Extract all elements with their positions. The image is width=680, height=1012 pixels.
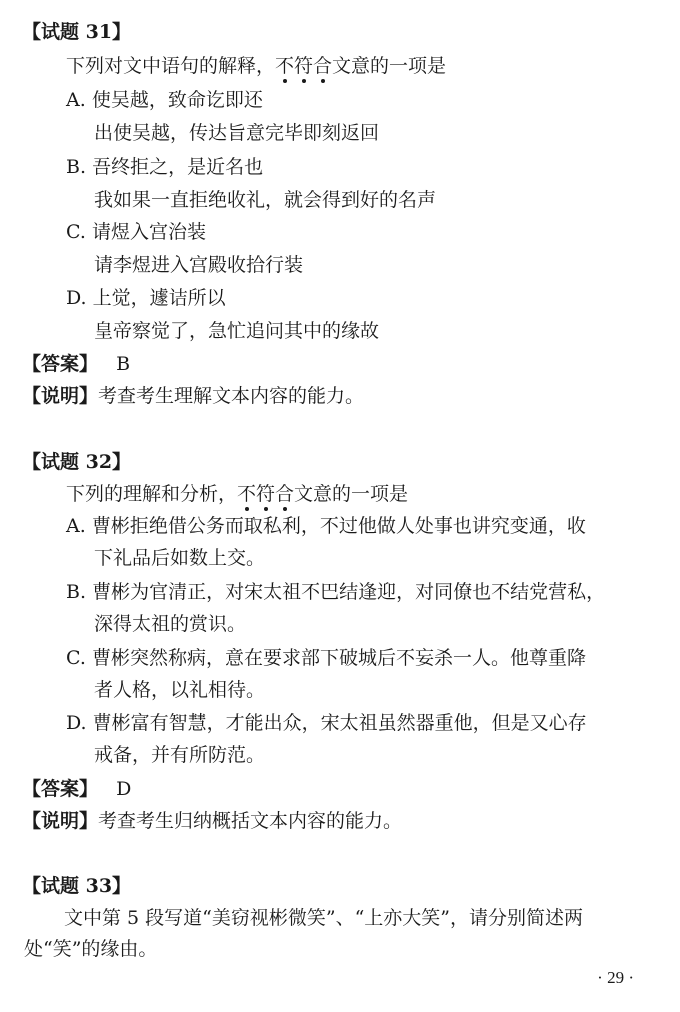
q32-prompt-emphasis: 不符合 [237, 483, 294, 505]
q32-note: 【说明】考查考生归纳概括文本内容的能力。 [22, 810, 403, 832]
q32-prompt-pre: 下列的理解和分析， [66, 483, 238, 505]
q32-option-d-line1: D. 曹彬富有智慧，才能出众，宋太祖虽然器重他，但是又心存 [66, 712, 587, 734]
q32-answer: 【答案】 D [22, 778, 132, 800]
q31-option-c-explain: 请李煜进入宫殿收拾行装 [94, 254, 304, 276]
q33-line1: 文中第 5 段写道“美窃视彬微笑”、“上亦大笑”，请分别简述两 [64, 907, 584, 929]
q32-option-a-line1: A. 曹彬拒绝借公务而取私利，不过他做人处事也讲究变通，收 [66, 515, 586, 537]
q32-answer-value: D [116, 778, 132, 800]
q31-answer: 【答案】 B [22, 353, 131, 375]
q31-option-c: C. 请煜入宫治装 [66, 221, 206, 243]
q32-prompt [66, 482, 408, 506]
q31-note: 【说明】考查考生理解文本内容的能力。 [22, 385, 365, 407]
q33-tag: 【试题 33】 [22, 875, 132, 897]
q33-line2: 处“笑”的缘由。 [24, 938, 158, 960]
q31-prompt-post: 文意的一项是 [332, 55, 447, 77]
q32-option-b-line2: 深得太祖的赏识。 [94, 613, 247, 635]
q31-option-d: D. 上觉，遽诘所以 [66, 287, 226, 309]
q31-answer-value: B [116, 353, 131, 375]
q32-prompt-post: 文意的一项是 [294, 483, 409, 505]
q31-option-d-explain: 皇帝察觉了，急忙追问其中的缘故 [94, 320, 380, 342]
q31-prompt [66, 54, 446, 78]
page-number: · 29 · [597, 968, 634, 987]
q31-option-a: A. 使吴越，致命讫即还 [66, 89, 263, 111]
q32-option-c-line2: 者人格，以礼相待。 [94, 679, 266, 701]
q31-prompt-pre: 下列对文中语句的解释， [66, 55, 276, 77]
q32-tag: 【试题 32】 [22, 451, 132, 473]
q31-tag: 【试题 31】 [22, 21, 132, 43]
q32-option-d-line2: 戒备，并有所防范。 [94, 744, 266, 766]
q32-option-b-line1: B. 曹彬为官清正，对宋太祖不巴结逢迎，对同僚也不结党营私， [66, 581, 606, 603]
q31-option-a-explain: 出使吴越，传达旨意完毕即刻返回 [94, 122, 380, 144]
q31-prompt-emphasis: 不符合 [275, 55, 332, 77]
q32-option-c-line1: C. 曹彬突然称病，意在要求部下破城后不妄杀一人。他尊重降 [66, 647, 586, 669]
q31-option-b: B. 吾终拒之，是近名也 [66, 156, 264, 178]
q32-option-a-line2: 下礼品后如数上交。 [94, 547, 266, 569]
q31-option-b-explain: 我如果一直拒绝收礼，就会得到好的名声 [94, 189, 437, 211]
